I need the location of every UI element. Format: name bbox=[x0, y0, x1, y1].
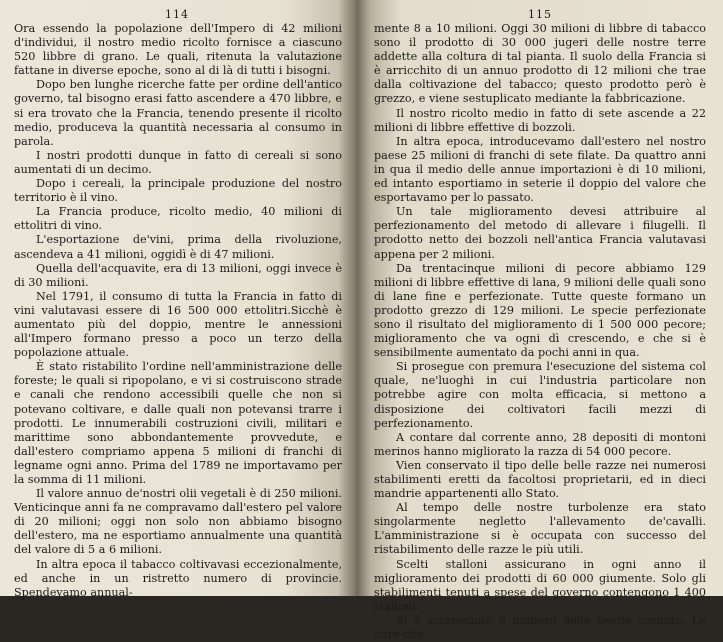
paragraph: Nel 1791, il consumo di tutta la Francia in fatto di vini valutavasi essere di 16 500 000 ettolitri.Sicchè è aumentato più del doppio, mentre le annessioni all'Impero formano presso a poco un terzo della popolazione attuale. bbox=[14, 289, 342, 360]
paragraph: In altra epoca, introducevamo dall'estero nel nostro paese 25 milioni di franchi di sete filate. Da quattro anni in qua il medio delle annue importazioni è di 10 milioni, ed intanto esportiamo in seterie il doppio del valore che esportavamo per lo passato. bbox=[374, 134, 706, 205]
paragraph: Dopo i cereali, la principale produzione del nostro territorio è il vino. bbox=[14, 177, 342, 205]
page-body bbox=[374, 22, 706, 642]
paragraph: Si è accresciuto il numero delle bestie cornute. Le cure che bbox=[374, 613, 706, 642]
paragraph: mente 8 a 10 milioni. Oggi 30 milioni di libbre di tabacco sono il prodotto di 30 000 jugeri delle nostre terre addette alla coltura di tal pianta. Il suolo della Francia si è arricchito di un annuo prodotto di 12 milioni che trae dalla coltivazione del tabacco; questo prodotto però è grezzo, e viene sestuplicato mediante la fabbricazione. bbox=[374, 22, 706, 106]
page-number: 114 bbox=[165, 8, 189, 21]
page-number: 115 bbox=[528, 8, 552, 21]
left-page bbox=[0, 0, 356, 599]
paragraph: L'esportazione de'vini, prima della rivoluzione, ascendeva a 41 milioni, oggidì è di 47 milioni. bbox=[14, 233, 342, 261]
page-body bbox=[14, 22, 342, 600]
paragraph: La Francia produce, ricolto medio, 40 milioni di ettolitri di vino. bbox=[14, 205, 342, 233]
right-page bbox=[356, 0, 723, 642]
paragraph: Dopo ben lunghe ricerche fatte per ordine dell'antico governo, tal bisogno erasi fatto ascendere a 470 libbre, e si era trovato che la Francia, tenendo presente il ricolto medio, produceva la quantità necessaria al consumo in parola. bbox=[14, 78, 342, 148]
paragraph: Il valore annuo de'nostri olii vegetali è di 250 milioni. Venticinque anni fa ne compravamo dall'estero pel valore di 20 milioni; oggi non solo non abbiamo bisogno dell'estero, ma ne esportiamo annualmente una quantità del valore di 5 a 6 milioni. bbox=[14, 487, 342, 557]
paragraph: Un tale miglioramento devesi attribuire al perfezionamento del metodo di allevare i filugelli. Il prodotto netto dei bozzoli nell'antica Francia valutavasi appena per 2 milioni. bbox=[374, 205, 706, 261]
paragraph: Si prosegue con premura l'esecuzione del sistema col quale, ne'luoghi in cui l'industria particolare non potrebbe agire con molta efficacia, si mettono a disposizione dei coltivatori facili mezzi di perfezionamento. bbox=[374, 360, 706, 430]
paragraph: Da trentacinque milioni di pecore abbiamo 129 milioni di libbre effettive di lana, 9 milioni delle quali sono di lane fine e perfezionate. Tutte queste formano un prodotto grezzo di 129 milioni. Le specie perfezionate sono il risultato del miglioramento di 1 500 000 pecore; miglioramento che va ogni dì crescendo, e che si è sensibilmente aumentato da pochi anni in qua. bbox=[374, 261, 706, 360]
paragraph: I nostri prodotti dunque in fatto di cereali si sono aumentati di un decimo. bbox=[14, 148, 342, 176]
paragraph: Vien conservato il tipo delle belle razze nei numerosi stabilimenti eretti da facoltosi proprietarii, ed in dieci mandrie appartenenti allo Stato. bbox=[374, 458, 706, 501]
paragraph: È stato ristabilito l'ordine nell'amministrazione delle foreste; le quali si ripopolano, e vi si costruiscono strade e canali che rendono accessibili quelle che non si potevano coltivare, e dalle quali non potevansi trarre i prodotti. Le innumerabili costruzioni civili, militari e marittime sono abbondantemente provvedute, e dall'estero compriamo appena 5 milioni di franchi di legname ogni anno. Prima del 1789 ne importavamo per la somma di 11 milioni. bbox=[14, 360, 342, 486]
paragraph: A contare dal corrente anno, 28 depositi di montoni merinos hanno migliorato la razza di 54 000 pecore. bbox=[374, 430, 706, 458]
paragraph: Il nostro ricolto medio in fatto di sete ascende a 22 milioni di libbre effettive di bozzoli. bbox=[374, 106, 706, 134]
paragraph: Al tempo delle nostre turbolenze era stato singolarmente negletto l'allevamento de'cavalli. L'amministrazione si è occupata con successo del ristabilimento delle razze le più utili. bbox=[374, 501, 706, 557]
paragraph: In altra epoca il tabacco coltivavasi eccezionalmente, ed anche in un ristretto numero di provincie. Spendevamo annual- bbox=[14, 557, 342, 599]
paragraph: Ora essendo la popolazione dell'Impero di 42 milioni d'individui, il nostro medio ricolto fornisce a ciascuno 520 libbre di grano. Le quali, ritenuta la valutazione fattane in diverse epoche, sono al di là di tutti i bisogni. bbox=[14, 22, 342, 78]
paragraph: Quella dell'acquavite, era di 13 milioni, oggi invece è di 30 milioni. bbox=[14, 261, 342, 289]
paragraph: Scelti stalloni assicurano in ogni anno il miglioramento dei prodotti di 60 000 giumente. Solo gli stabilimenti tenuti a spese del governo contengono 1 400 stalloni. bbox=[374, 557, 706, 613]
